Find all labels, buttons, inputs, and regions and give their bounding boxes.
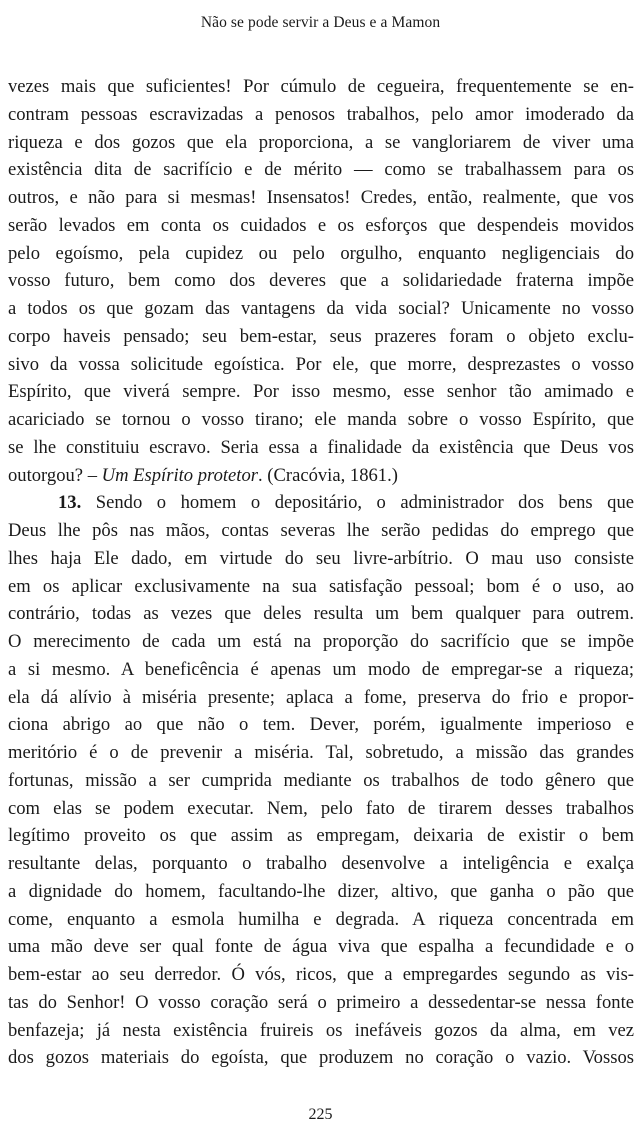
text-line: legítimo proveito os que assim as empregam, deixaria de existir o bem: [8, 825, 634, 847]
text-line: uma mão deve ser qual fonte de água viva que espalha a fecundidade e o: [8, 936, 634, 958]
signature-author: Um Espírito protetor: [101, 464, 258, 486]
text-line: serão levados em conta os cuidados e os esforços que despendeis movidos: [8, 214, 634, 236]
text-line: ciona abrigo ao que não o tem. Dever, porém, igualmente imperioso e: [8, 714, 634, 736]
text-line: contrário, todas as vezes que deles resulta um bem qualquer para outrem.: [8, 603, 634, 625]
text-line: corpo haveis pensado; seu bem-estar, seus prazeres foram o objeto exclu-: [8, 325, 634, 347]
body-text: [8, 73, 634, 1072]
text-line: existência dita de sacrifício e de mérito — como se trabalhassem para os: [8, 159, 634, 181]
text-line: Espírito, que viverá sempre. Por isso mesmo, esse senhor tão amimado e: [8, 381, 634, 403]
text-line: se lhe constituiu escravo. Seria essa a finalidade da existência que Deus vos: [8, 436, 634, 458]
text-line: fortunas, missão a ser cumprida mediante os trabalhos de todo gênero que: [8, 769, 634, 791]
text-line: em os aplicar exclusivamente na sua satisfação pessoal; bom é o uso, ao: [8, 575, 634, 597]
text-line: outros, e não para si mesmas! Insensatos! Credes, então, realmente, que vos: [8, 187, 634, 208]
text-line: pelo egoísmo, pela cupidez ou pelo orgulho, enquanto negligenciais do: [8, 242, 634, 264]
text-line: a si mesmo. A beneficência é apenas um modo de empregar-se a riqueza;: [8, 658, 634, 680]
text-line: Deus lhe pôs nas mãos, contas severas lhe serão pedidas do emprego que: [8, 520, 634, 541]
text-line: benfazeja; já nesta existência fruireis os inefáveis gozos da alma, em vez: [8, 1019, 634, 1041]
text-line: sivo da vossa solicitude egoística. Por ele, que morre, desprezastes o vosso: [8, 353, 634, 375]
text-line-first: [8, 489, 634, 517]
signature-source: . (Cracóvia, 1861.): [258, 464, 398, 486]
item-number: 13.: [58, 492, 82, 514]
text-line: tas do Senhor! O vosso coração será o primeiro a dessedentar-se nessa fonte: [8, 991, 634, 1013]
text-line: meritório é o de prevenir a miséria. Tal, sobretudo, a missão das grandes: [8, 742, 634, 763]
text-line: com elas se podem executar. Nem, pelo fato de tirarem desses trabalhos: [8, 797, 634, 819]
text-line: vezes mais que suficientes! Por cúmulo de cegueira, frequentemente se en-: [8, 76, 634, 97]
first-line-text: Sendo o homem o depositário, o administrador dos bens que: [81, 492, 634, 514]
text-line: come, enquanto a esmola humilha e degrada. A riqueza concentrada em: [8, 908, 634, 930]
text-line: ela dá alívio à miséria presente; aplaca a fome, preserva do frio e propor-: [8, 686, 634, 708]
text-line: acariciado se tornou o vosso tirano; ele manda sobre o vosso Espírito, que: [8, 409, 634, 430]
text-line: dos gozos materiais do egoísta, que produzem no coração o vazio. Vossos: [8, 1047, 634, 1069]
text-line: bem-estar ao seu derredor. Ó vós, ricos, que a empregardes segundo as vis-: [8, 964, 634, 985]
signature-lead: outorgou? –: [8, 464, 102, 486]
text-line: O merecimento de cada um está na proporção do sacrifício que se impõe: [8, 631, 634, 652]
paragraph-13: [8, 489, 634, 1072]
text-line: a dignidade do homem, facultando-lhe dizer, altivo, que ganha o pão que: [8, 880, 634, 902]
text-line: contram pessoas escravizadas a penosos trabalhos, pelo amor imoderado da: [8, 103, 634, 125]
text-line: vosso futuro, bem como dos deveres que a solidariedade fraterna impõe: [8, 270, 634, 292]
text-line: resultante delas, porquanto o trabalho desenvolve a inteligência e exalça: [8, 853, 634, 874]
text-line: a todos os que gozam das vantagens da vida social? Unicamente no vosso: [8, 298, 634, 319]
page-number: 225: [308, 1106, 333, 1123]
text-line: lhes haja Ele dado, em virtude do seu livre-arbítrio. O mau uso consiste: [8, 547, 634, 569]
text-line: riqueza e dos gozos que ela proporciona, a se vangloriarem de viver uma: [8, 131, 634, 153]
paragraph-1: [8, 73, 634, 489]
running-head: Não se pode servir a Deus e a Mamon: [200, 14, 441, 31]
text-line-signature: [8, 462, 634, 490]
